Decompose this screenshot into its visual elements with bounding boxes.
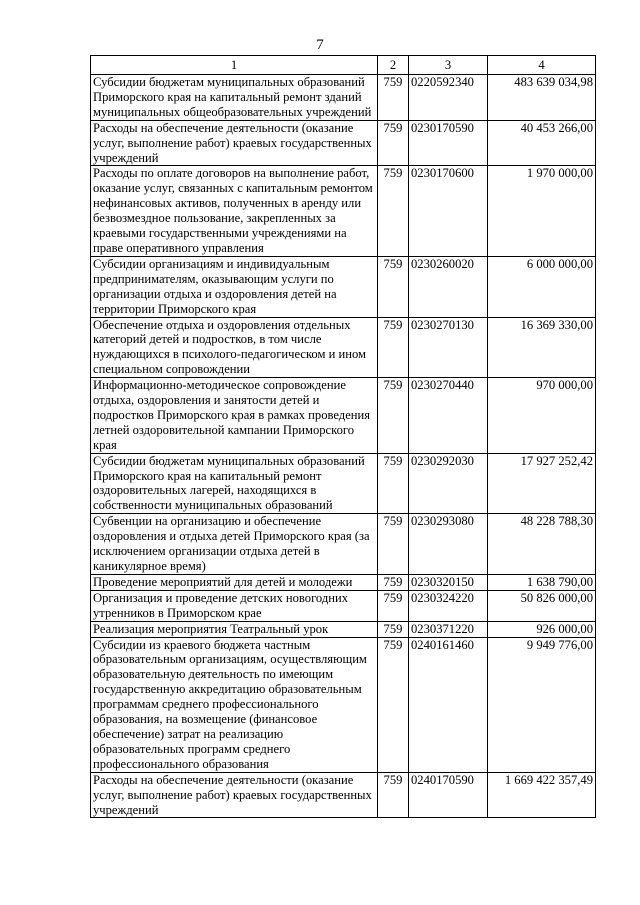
table-row bbox=[91, 590, 596, 621]
row-amount: 483 639 034,98 bbox=[488, 75, 596, 121]
column-header-name: 1 bbox=[91, 56, 378, 75]
row-code: 759 bbox=[378, 621, 409, 637]
row-amount: 970 000,00 bbox=[488, 378, 596, 454]
table-row bbox=[91, 378, 596, 454]
row-amount: 16 369 330,00 bbox=[488, 317, 596, 378]
row-name: Субсидии бюджетам муниципальных образований Приморского края на капитальный ремонт зданий муниципальных общеобразовательных учреждений bbox=[91, 75, 378, 121]
table-row bbox=[91, 621, 596, 637]
table-row bbox=[91, 317, 596, 378]
table-row bbox=[91, 120, 596, 166]
row-code: 759 bbox=[378, 317, 409, 378]
column-header-csr: 3 bbox=[409, 56, 488, 75]
row-name: Информационно-методическое сопровождение отдыха, оздоровления и занятости детей и подростков Приморского края в рамках проведения летней оздоровительной кампании Приморского края bbox=[91, 378, 378, 454]
table-row bbox=[91, 772, 596, 818]
row-name: Расходы на обеспечение деятельности (оказание услуг, выполнение работ) краевых государственных учреждений bbox=[91, 772, 378, 818]
row-csr: 0230292030 bbox=[409, 453, 488, 514]
column-header-code: 2 bbox=[378, 56, 409, 75]
table-row bbox=[91, 166, 596, 256]
row-csr: 0230293080 bbox=[409, 514, 488, 575]
row-amount: 17 927 252,42 bbox=[488, 453, 596, 514]
row-amount: 40 453 266,00 bbox=[488, 120, 596, 166]
budget-table bbox=[90, 55, 596, 818]
table-row bbox=[91, 637, 596, 772]
table-row bbox=[91, 453, 596, 514]
row-code: 759 bbox=[378, 574, 409, 590]
row-amount: 1 638 790,00 bbox=[488, 574, 596, 590]
row-csr: 0230324220 bbox=[409, 590, 488, 621]
row-csr: 0230170600 bbox=[409, 166, 488, 256]
row-code: 759 bbox=[378, 75, 409, 121]
row-csr: 0220592340 bbox=[409, 75, 488, 121]
row-code: 759 bbox=[378, 637, 409, 772]
row-name: Субсидии организациям и индивидуальным предпринимателям, оказывающим услуги по организации отдыха и оздоровления детей на территории Приморского края bbox=[91, 256, 378, 317]
row-name: Реализация мероприятия Театральный урок bbox=[91, 621, 378, 637]
row-name: Субвенции на организацию и обеспечение оздоровления и отдыха детей Приморского края (за исключением организации отдыха детей в каникулярное время) bbox=[91, 514, 378, 575]
row-name: Субсидии бюджетам муниципальных образований Приморского края на капитальный ремонт оздоровительных лагерей, находящихся в собственности муниципальных образований bbox=[91, 453, 378, 514]
row-csr: 0240161460 bbox=[409, 637, 488, 772]
row-csr: 0240170590 bbox=[409, 772, 488, 818]
row-name: Обеспечение отдыха и оздоровления отдельных категорий детей и подростков, в том числе нуждающихся в психолого-педагогическом и ином специальном сопровождении bbox=[91, 317, 378, 378]
page-number: 7 bbox=[316, 37, 324, 53]
row-code: 759 bbox=[378, 256, 409, 317]
row-csr: 0230170590 bbox=[409, 120, 488, 166]
row-code: 759 bbox=[378, 120, 409, 166]
row-code: 759 bbox=[378, 514, 409, 575]
row-name: Субсидии из краевого бюджета частным образовательным организациям, осуществляющим образовательную деятельность по имеющим государственную аккредитацию образовательным программам среднего профессионального образования, на возмещение (финансовое обеспечение) затрат на реализацию образовательных программ среднего профессионального образования bbox=[91, 637, 378, 772]
row-amount: 48 228 788,30 bbox=[488, 514, 596, 575]
table-row bbox=[91, 75, 596, 121]
row-amount: 926 000,00 bbox=[488, 621, 596, 637]
row-csr: 0230270440 bbox=[409, 378, 488, 454]
row-amount: 1 970 000,00 bbox=[488, 166, 596, 256]
row-amount: 9 949 776,00 bbox=[488, 637, 596, 772]
column-header-amount: 4 bbox=[488, 56, 596, 75]
row-name: Проведение мероприятий для детей и молодежи bbox=[91, 574, 378, 590]
row-amount: 1 669 422 357,49 bbox=[488, 772, 596, 818]
row-name: Расходы на обеспечение деятельности (оказание услуг, выполнение работ) краевых государственных учреждений bbox=[91, 120, 378, 166]
row-amount: 50 826 000,00 bbox=[488, 590, 596, 621]
row-csr: 0230371220 bbox=[409, 621, 488, 637]
row-code: 759 bbox=[378, 166, 409, 256]
row-name: Организация и проведение детских новогодних утренников в Приморском крае bbox=[91, 590, 378, 621]
row-code: 759 bbox=[378, 378, 409, 454]
row-csr: 0230260020 bbox=[409, 256, 488, 317]
row-name: Расходы по оплате договоров на выполнение работ, оказание услуг, связанных с капитальным ремонтом нефинансовых активов, полученных в аренду или безвозмездное пользование, закрепленных за краевыми государственными учреждениями на праве оперативного управления bbox=[91, 166, 378, 256]
table-row bbox=[91, 514, 596, 575]
row-code: 759 bbox=[378, 772, 409, 818]
row-code: 759 bbox=[378, 590, 409, 621]
table-row bbox=[91, 574, 596, 590]
row-amount: 6 000 000,00 bbox=[488, 256, 596, 317]
table-header-row bbox=[91, 56, 596, 75]
row-csr: 0230270130 bbox=[409, 317, 488, 378]
table-row bbox=[91, 256, 596, 317]
row-csr: 0230320150 bbox=[409, 574, 488, 590]
row-code: 759 bbox=[378, 453, 409, 514]
